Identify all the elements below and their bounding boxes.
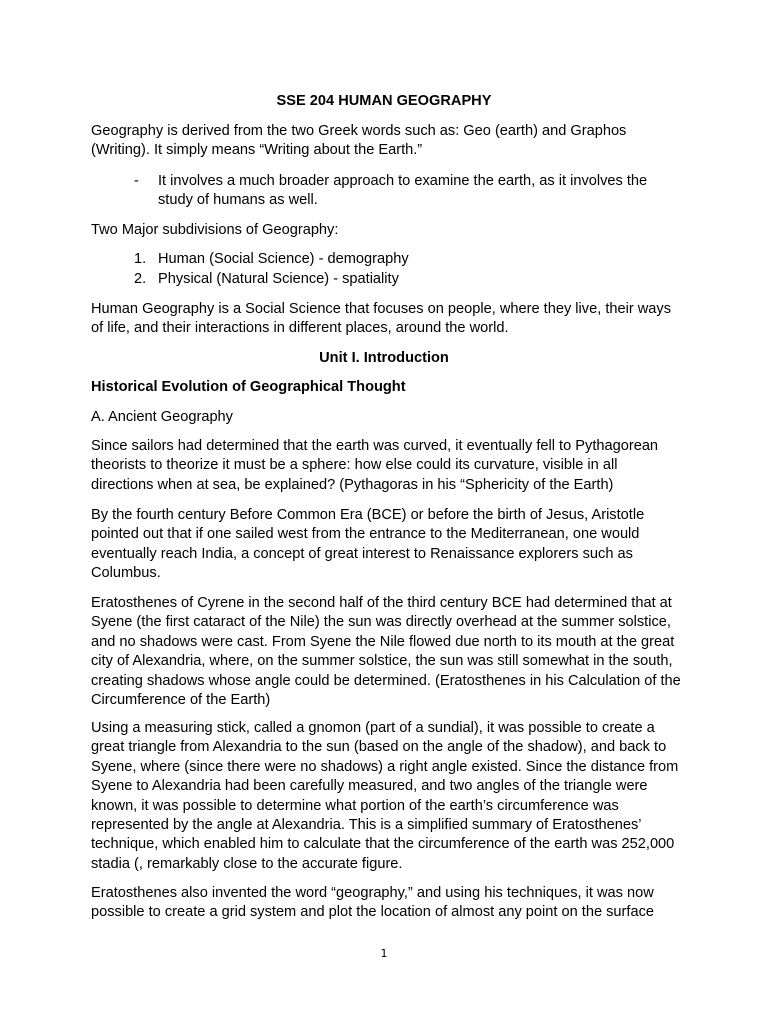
bullet-text: It involves a much broader approach to examine the earth, as it involves the study of humans as well. bbox=[158, 173, 648, 209]
list-item-marker: 1. bbox=[134, 251, 147, 267]
list-item: Physical (Natural Science) - spatiality bbox=[158, 271, 399, 287]
paragraph-aristotle: By the fourth century Before Common Era (BCE) or before the birth of Jesus, Aristotle pointed out that if one sailed west from the entrance to the Mediterranean, one would eventually reach India, a concept of great interest to Renaissance explorers such as Columbus. bbox=[91, 507, 645, 582]
subsection-heading: A. Ancient Geography bbox=[91, 409, 233, 425]
bullet-marker: - bbox=[134, 173, 139, 189]
list-item: Human (Social Science) - demography bbox=[158, 251, 409, 267]
intro-paragraph: Geography is derived from the two Greek words such as: Geo (earth) and Graphos (Writing). It simply means “Writing about the Earth.” bbox=[91, 123, 627, 159]
page-number: 1 bbox=[380, 947, 388, 960]
document-title: SSE 204 HUMAN GEOGRAPHY bbox=[276, 93, 492, 109]
list-item-marker: 2. bbox=[134, 271, 147, 287]
unit-heading: Unit I. Introduction bbox=[319, 350, 449, 366]
paragraph-gnomon: Using a measuring stick, called a gnomon (part of a sundial), it was possible to create a great triangle from Alexandria to the sun (based on the angle of the shadow), and back to Syene, where (since there were no shadows) a right angle existed. Since the distance from Syene to Alexandria had been carefully measured, and two angles of the triangle were known, it was possible to determine what portion of the earth’s circumference was represented by the angle at Alexandria. This is a simplified summary of Eratosthenes’ technique, which enabled him to calculate that the circumference of the earth was 252,000 stadia (, remarkably close to the accurate figure. bbox=[91, 720, 679, 872]
subdivisions-heading: Two Major subdivisions of Geography: bbox=[91, 222, 339, 238]
section-heading: Historical Evolution of Geographical Thought bbox=[91, 379, 406, 395]
paragraph-eratosthenes: Eratosthenes of Cyrene in the second half of the third century BCE had determined that at Syene (the first cataract of the Nile) the sun was directly overhead at the summer solstice, and no shadows were cast. From Syene the Nile flowed due north to its mouth at the great city of Alexandria, where, on the summer solstice, the sun was still somewhat in the south, creating shadows whose angle could be determined. (Eratosthenes in his Calculation of the Circumference of the Earth) bbox=[91, 595, 681, 709]
human-geography-definition: Human Geography is a Social Science that focuses on people, where they live, their ways of life, and their interactions in different places, around the world. bbox=[91, 301, 672, 337]
paragraph-pythagoras: Since sailors had determined that the earth was curved, it eventually fell to Pythagorean theorists to theorize it must be a sphere: how else could its curvature, visible in all directions when at sea, be explained? (Pythagoras in his “Sphericity of the Earth) bbox=[91, 438, 659, 493]
paragraph-geography-word: Eratosthenes also invented the word “geography,” and using his techniques, it was now possible to create a grid system and plot the location of almost any point on the surface bbox=[91, 885, 654, 921]
